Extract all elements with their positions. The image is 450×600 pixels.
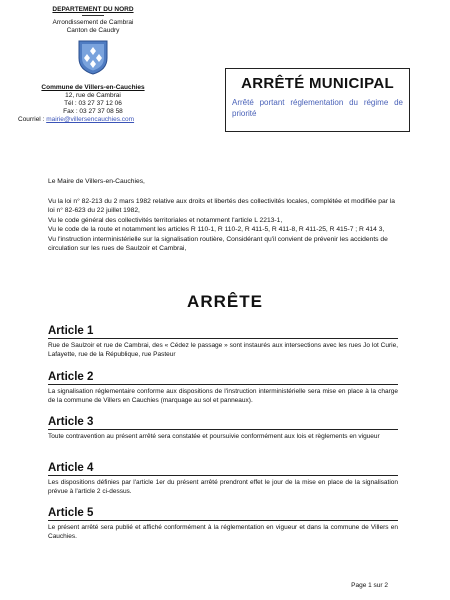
email-line [18, 116, 168, 124]
preamble [48, 177, 396, 254]
article-heading: Article 4 [48, 462, 398, 476]
preamble-law: Vu la loi n° 82-213 du 2 mars 1982 relative aux droits et libertés des collectivités locales, complétée et modifiée par la loi n° 82-623 du 22 juillet 1982, [48, 197, 396, 214]
email-label: Courriel : [18, 116, 47, 123]
preamble-mayor: Le Maire de Villers-en-Cauchies, [48, 178, 145, 185]
arrondissement: Arrondissement de Cambrai [52, 19, 134, 26]
preamble-cgct: Vu le code général des collectivités territoriales et notamment l'article L 2213-1, [48, 216, 283, 224]
fax-number: Fax : 03 27 37 08 58 [63, 108, 123, 115]
canton: Canton de Caudry [66, 27, 120, 34]
article-4 [48, 462, 398, 496]
article-heading: Article 2 [48, 371, 398, 385]
document-title: ARRÊTÉ MUNICIPAL [241, 75, 394, 92]
title-box [225, 68, 410, 132]
decision-title: ARRÊTE [187, 292, 263, 311]
commune-name: Commune de Villers-en-Cauchies [41, 84, 145, 91]
coat-of-arms-icon [76, 38, 110, 76]
article-text: Rue de Saulzoir et rue de Cambrai, des « Cédez le passage » sont instaurés aux intersections avec les rues Jo lot Curie, Lafayette, rue de la République, rue Pasteur [48, 342, 398, 358]
article-2 [48, 371, 398, 405]
article-text: Le présent arrêté sera publié et affiché conformément à la réglementation en vigueur et dans la commune de Villers en Cauchies. [48, 524, 398, 540]
email-link[interactable]: mairie@villersencauchies.com [46, 116, 135, 123]
department-name: DEPARTEMENT DU NORD [52, 6, 134, 13]
preamble-instruction: Vu l'instruction interministérielle sur la signalisation routière, Considérant qu'il convient de prévenir les accidents de circulation sur les rues de Saulzoir et Cambrai, [48, 235, 388, 252]
article-5 [48, 507, 398, 541]
letterhead [18, 6, 168, 124]
article-text: Les dispositions définies par l'article 1er du présent arrêté prendront effet le jour de la mise en place de la signalisation prévue à l'article 2 ci-dessus. [48, 479, 398, 495]
article-heading: Article 1 [48, 325, 398, 339]
phone-number: Tél : 03 27 37 12 06 [64, 100, 122, 107]
page-number: Page 1 sur 2 [351, 582, 388, 589]
article-text: La signalisation réglementaire conforme aux dispositions de l'instruction interministérielle sera mise en place à la charge de la commune de Villers en Cauchies (marquage au sol et panneaux). [48, 388, 398, 404]
article-heading: Article 3 [48, 416, 398, 430]
address: 12, rue de Cambrai [65, 92, 121, 99]
article-1 [48, 325, 398, 359]
article-text: Toute contravention au présent arrêté sera constatée et poursuivie conformément aux lois et règlements en vigueur [48, 433, 380, 440]
article-heading: Article 5 [48, 507, 398, 521]
header-divider [82, 15, 104, 16]
preamble-code-route: Vu le code de la route et notamment les articles R 110-1, R 110-2, R 411-5, R 411-8, R 411-25, R 415-7 ; R 414 3, [48, 226, 385, 233]
document-subtitle: Arrêté portant réglementation du régime de priorité [232, 98, 403, 118]
article-3 [48, 416, 398, 441]
